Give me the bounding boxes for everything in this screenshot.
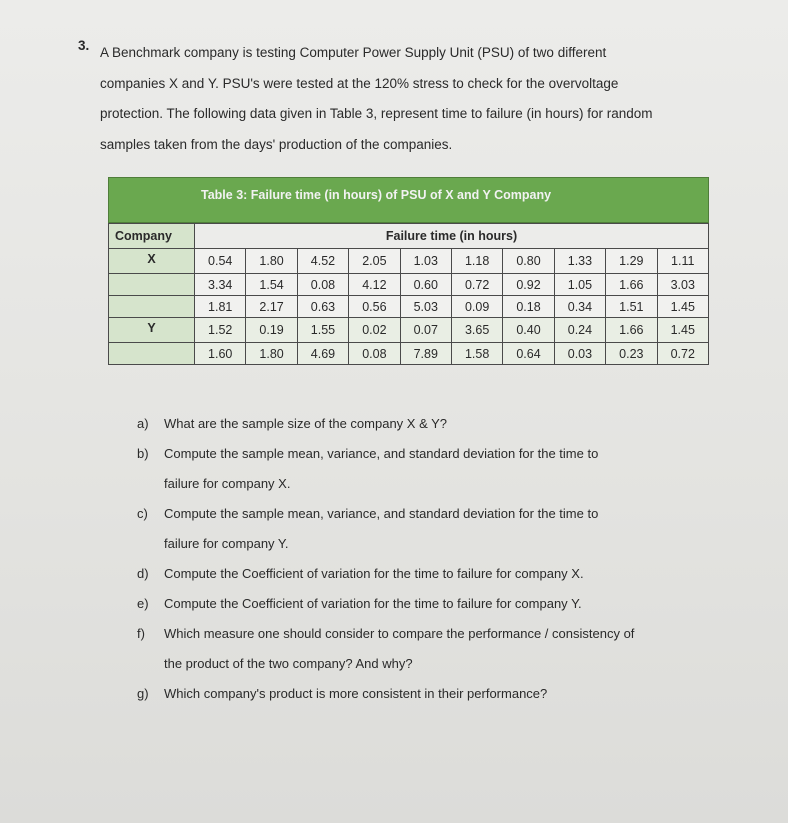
- subquestion-label: c): [137, 506, 148, 521]
- subquestion-text: the product of the two company? And why?: [164, 656, 413, 671]
- table-cell: 3.65: [451, 318, 502, 343]
- table-cell: 1.05: [554, 274, 605, 296]
- table-cell: 0.64: [503, 343, 554, 365]
- table-cell: 1.81: [195, 296, 246, 318]
- table-cell: 0.09: [451, 296, 502, 318]
- table-cell: 1.60: [195, 343, 246, 365]
- table-cell: 0.63: [297, 296, 348, 318]
- table-cell: 4.12: [349, 274, 400, 296]
- subquestion-label: f): [137, 626, 145, 641]
- subquestion-label: d): [137, 566, 149, 581]
- table-cell: 0.24: [554, 318, 605, 343]
- table-cell: 0.56: [349, 296, 400, 318]
- subquestion-label: e): [137, 596, 149, 611]
- table-cell: 1.03: [400, 249, 451, 274]
- table-cell: 0.40: [503, 318, 554, 343]
- table-cell: 0.60: [400, 274, 451, 296]
- table-cell: 2.05: [349, 249, 400, 274]
- subquestion-label: g): [137, 686, 149, 701]
- subquestion-text: Which company's product is more consistent in their performance?: [164, 686, 548, 701]
- intro-line: protection. The following data given in Table 3, represent time to failure (in hours) for random: [100, 106, 653, 121]
- table-cell: 2.17: [246, 296, 297, 318]
- table-cell: 1.52: [195, 318, 246, 343]
- table-cell: 0.19: [246, 318, 297, 343]
- table-cell: 1.66: [606, 274, 657, 296]
- table-row: [109, 249, 709, 274]
- subquestion: [137, 439, 634, 499]
- table-cell: 0.54: [195, 249, 246, 274]
- table-cell: 1.18: [451, 249, 502, 274]
- company-cell-empty: [109, 296, 195, 318]
- table-cell: 7.89: [400, 343, 451, 365]
- table-cell: 1.51: [606, 296, 657, 318]
- subquestion-text: Compute the Coefficient of variation for the time to failure for company Y.: [164, 596, 582, 611]
- table-cell: 0.34: [554, 296, 605, 318]
- company-x-label: X: [109, 249, 195, 274]
- table-cell: 4.52: [297, 249, 348, 274]
- table-cell: 1.45: [657, 296, 708, 318]
- table-cell: 3.03: [657, 274, 708, 296]
- table-cell: 0.18: [503, 296, 554, 318]
- subquestion: [137, 499, 634, 559]
- table-cell: 5.03: [400, 296, 451, 318]
- table-cell: 1.66: [606, 318, 657, 343]
- subquestion-text: Which measure one should consider to compare the performance / consistency of: [164, 626, 635, 641]
- subquestion-text: Compute the sample mean, variance, and standard deviation for the time to: [164, 446, 599, 461]
- table-cell: 0.23: [606, 343, 657, 365]
- company-cell-empty: [109, 274, 195, 296]
- subquestion: [137, 559, 634, 589]
- header-failure-time: Failure time (in hours): [195, 224, 709, 249]
- table-cell: 0.03: [554, 343, 605, 365]
- failure-time-table: [108, 177, 709, 365]
- subquestion-text: Compute the sample mean, variance, and standard deviation for the time to: [164, 506, 599, 521]
- table-cell: 1.55: [297, 318, 348, 343]
- subquestion-text: What are the sample size of the company X & Y?: [164, 416, 448, 431]
- table-cell: 0.02: [349, 318, 400, 343]
- question-number: 3.: [78, 38, 90, 53]
- subquestion-text: failure for company Y.: [164, 536, 289, 551]
- table-row: [109, 318, 709, 343]
- table-cell: 4.69: [297, 343, 348, 365]
- data-table: [108, 223, 709, 365]
- table-row: [109, 274, 709, 296]
- table-cell: 1.11: [657, 249, 708, 274]
- subquestions-list: [137, 409, 634, 709]
- subquestion-label: a): [137, 416, 149, 431]
- table-cell: 0.07: [400, 318, 451, 343]
- subquestion-label: b): [137, 446, 149, 461]
- subquestion-text: Compute the Coefficient of variation for the time to failure for company X.: [164, 566, 584, 581]
- header-company: Company: [109, 224, 195, 249]
- table-cell: 1.54: [246, 274, 297, 296]
- table-cell: 0.72: [657, 343, 708, 365]
- table-cell: 1.33: [554, 249, 605, 274]
- subquestion: [137, 409, 634, 439]
- table-cell: 3.34: [195, 274, 246, 296]
- table-cell: 0.80: [503, 249, 554, 274]
- table-cell: 1.80: [246, 249, 297, 274]
- table-cell: 0.08: [297, 274, 348, 296]
- intro-line: companies X and Y. PSU's were tested at the 120% stress to check for the overvoltage: [100, 75, 619, 91]
- subquestion: [137, 679, 634, 709]
- intro-line: A Benchmark company is testing Computer Power Supply Unit (PSU) of two different: [100, 45, 607, 60]
- subquestion: [137, 619, 634, 679]
- table-cell: 1.29: [606, 249, 657, 274]
- subquestion: [137, 589, 634, 619]
- table-cell: 1.58: [451, 343, 502, 365]
- table-row: [109, 343, 709, 365]
- company-y-label: Y: [109, 318, 195, 343]
- table-cell: 0.72: [451, 274, 502, 296]
- table-row: [109, 296, 709, 318]
- table-cell: 1.80: [246, 343, 297, 365]
- table-caption: Table 3: Failure time (in hours) of PSU of X and Y Company: [108, 177, 709, 223]
- table-cell: 1.45: [657, 318, 708, 343]
- company-cell-empty: [109, 343, 195, 365]
- question-intro: [100, 38, 750, 160]
- intro-line: samples taken from the days' production of the companies.: [100, 136, 453, 152]
- table-cell: 0.08: [349, 343, 400, 365]
- subquestion-text: failure for company X.: [164, 476, 291, 491]
- table-cell: 0.92: [503, 274, 554, 296]
